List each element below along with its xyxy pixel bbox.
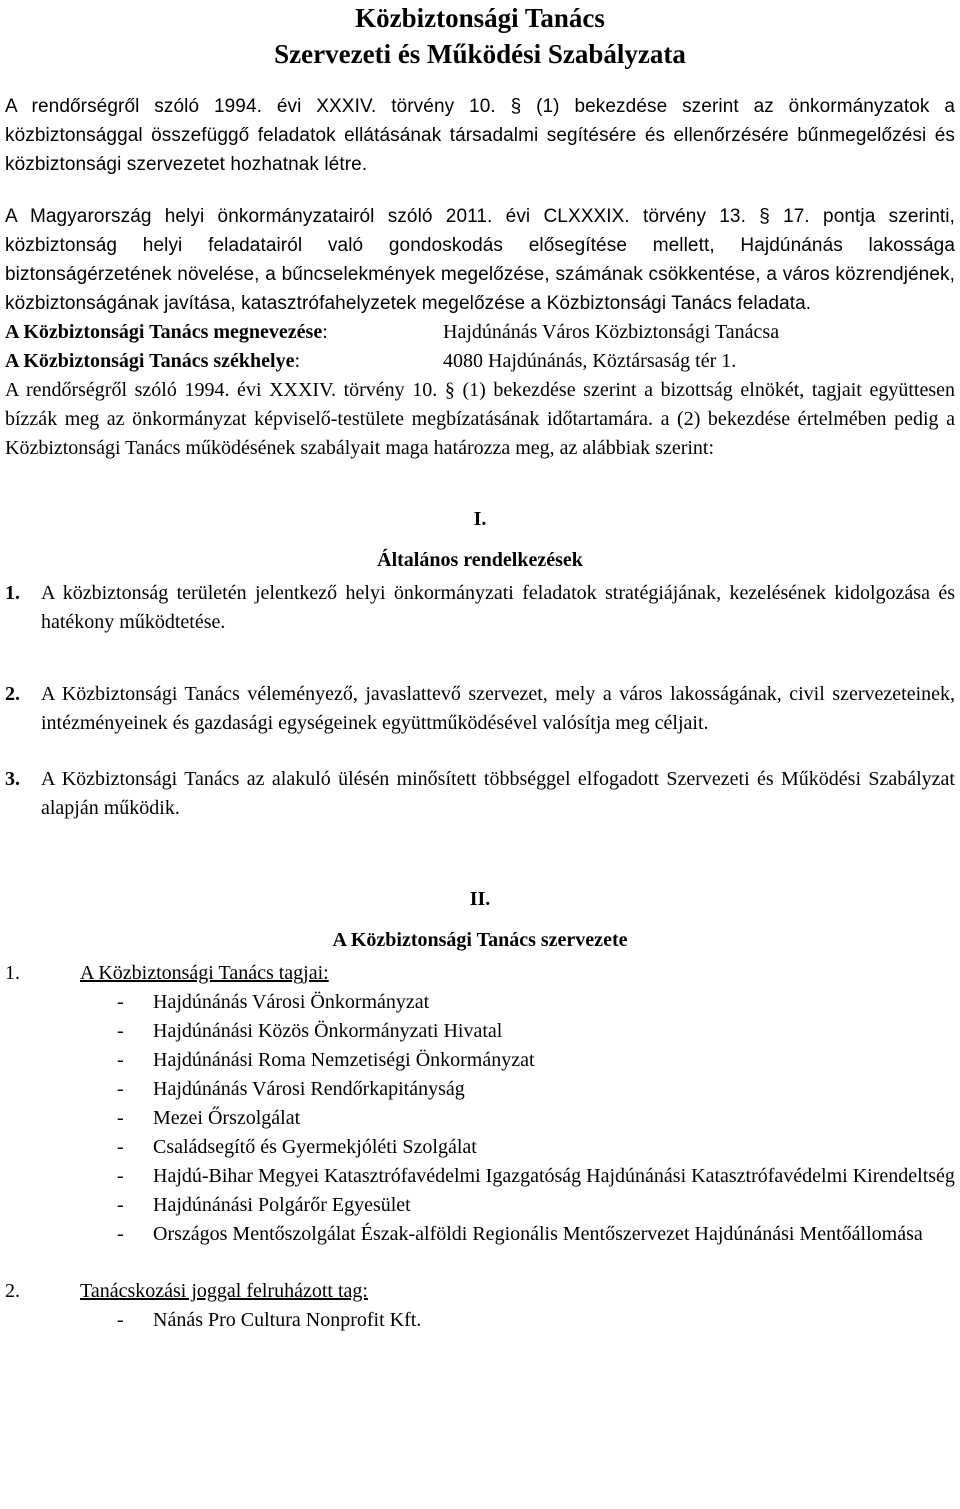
seat-field-row: A Közbiztonsági Tanács székhelye: 4080 Hajdúnánás, Köztársaság tér 1. <box>5 347 955 376</box>
section-2-heading: A Közbiztonsági Tanács szervezete <box>332 929 628 951</box>
document-title <box>5 0 955 72</box>
list-item: - Hajdúnánás Városi Önkormányzat <box>117 991 430 1013</box>
item-text: A Közbiztonsági Tanács véleményező, javaslattevő szervezet, mely a város lakosságának, civil szervezeteinek, intézményeinek és gazdasági egységeinek együttműködésével valósítja meg céljait. <box>41 683 955 734</box>
advisory-list <box>5 1306 955 1335</box>
title-line-2: Szervezeti és Működési Szabályzata <box>274 39 686 69</box>
item-text: A közbiztonság területén jelentkező helyi önkormányzati feladatok stratégiájának, kezelésének kidolgozása és hatékony működtetése. <box>41 582 955 633</box>
list-item: - Mezei Őrszolgálat <box>117 1107 301 1129</box>
members-list <box>5 988 955 1249</box>
list-item: - Nánás Pro Cultura Nonprofit Kft. <box>117 1309 422 1331</box>
item-number: 1. <box>5 582 20 604</box>
mandate-paragraph: A rendőrségről szóló 1994. évi XXXIV. törvény 10. § (1) bekezdése szerint a bizottság elnökét, tagjait együttesen bízzák meg az önkormányzat képviselő-testülete megbízatásának időtartamára. a (2) bekezdése értelmében pedig a Közbiztonsági Tanács működésének szabályait maga határozza meg, az alábbiak szerint: <box>5 379 955 459</box>
document-page <box>5 0 955 1335</box>
members-title: A Közbiztonsági Tanács tagjai: <box>80 962 329 984</box>
advisory-title: Tanácskozási joggal felruházott tag: <box>80 1280 368 1302</box>
section-1-numeral: I. <box>473 508 487 530</box>
item-text: A Közbiztonsági Tanács az alakuló ülésén minősített többséggel elfogadott Szervezeti és Működési Szabályzat alapján működik. <box>41 768 955 819</box>
seat-label: A Közbiztonsági Tanács székhelye <box>5 350 295 372</box>
name-label: A Közbiztonsági Tanács megnevezése <box>5 321 323 343</box>
item-number: 3. <box>5 768 20 790</box>
list-item: - Hajdúnánási Roma Nemzetiségi Önkormányzat <box>117 1049 535 1071</box>
name-field-row: A Közbiztonsági Tanács megnevezése: Hajdúnánás Város Közbiztonsági Tanácsa <box>5 318 955 347</box>
intro-paragraph-2: A Magyarország helyi önkormányzatairól szóló 2011. évi CLXXXIX. törvény 13. § 17. pontja szerinti, közbiztonság helyi feladatairól való gondoskodás elősegítése mellett, Hajdúnánás lakossága biztonságérzetének növelése, a bűncselekmények megelőzése, számának csökkentése, a város közrendjének, közbiztonságának javítása, katasztrófahelyzetek megelőzése a Közbiztonsági Tanács feladata. <box>5 206 955 314</box>
name-value: Hajdúnánás Város Közbiztonsági Tanácsa <box>443 321 780 343</box>
list-item: - Hajdúnánás Városi Rendőrkapitányság <box>117 1078 465 1100</box>
list-item: - Hajdúnánási Közös Önkormányzati Hivatal <box>117 1020 503 1042</box>
item-number: 2. <box>5 683 20 705</box>
section-1-heading: Általános rendelkezések <box>377 549 583 571</box>
list-item: - Családsegítő és Gyermekjóléti Szolgálat <box>117 1136 477 1158</box>
seat-value: 4080 Hajdúnánás, Köztársaság tér 1. <box>443 350 737 372</box>
section-1-item-3 <box>5 765 955 823</box>
list-item: - Országos Mentőszolgálat Észak-alföldi Regionális Mentőszervezet Hajdúnánási Mentőállomása <box>117 1223 923 1245</box>
list-item: - Hajdú-Bihar Megyei Katasztrófavédelmi Igazgatóság Hajdúnánási Katasztrófavédelmi Kirendeltség <box>117 1165 955 1187</box>
advisory-heading <box>5 1277 955 1306</box>
members-heading <box>5 959 955 988</box>
section-2-numeral: II. <box>469 888 491 910</box>
members-number: 1. <box>5 962 20 984</box>
list-item: - Hajdúnánási Polgárőr Egyesület <box>117 1194 411 1216</box>
advisory-number: 2. <box>5 1280 20 1302</box>
section-1-item-2 <box>5 680 955 738</box>
intro-paragraph-1: A rendőrségről szóló 1994. évi XXXIV. törvény 10. § (1) bekezdése szerint az önkormányzatok a közbiztonsággal összefüggő feladatok ellátásának társadalmi segítésére és ellenőrzésére bűnmegelőzési és közbiztonsági szervezetet hozhatnak létre. <box>5 96 955 175</box>
section-1-item-1 <box>5 579 955 637</box>
title-line-1: Közbiztonsági Tanács <box>355 3 605 33</box>
